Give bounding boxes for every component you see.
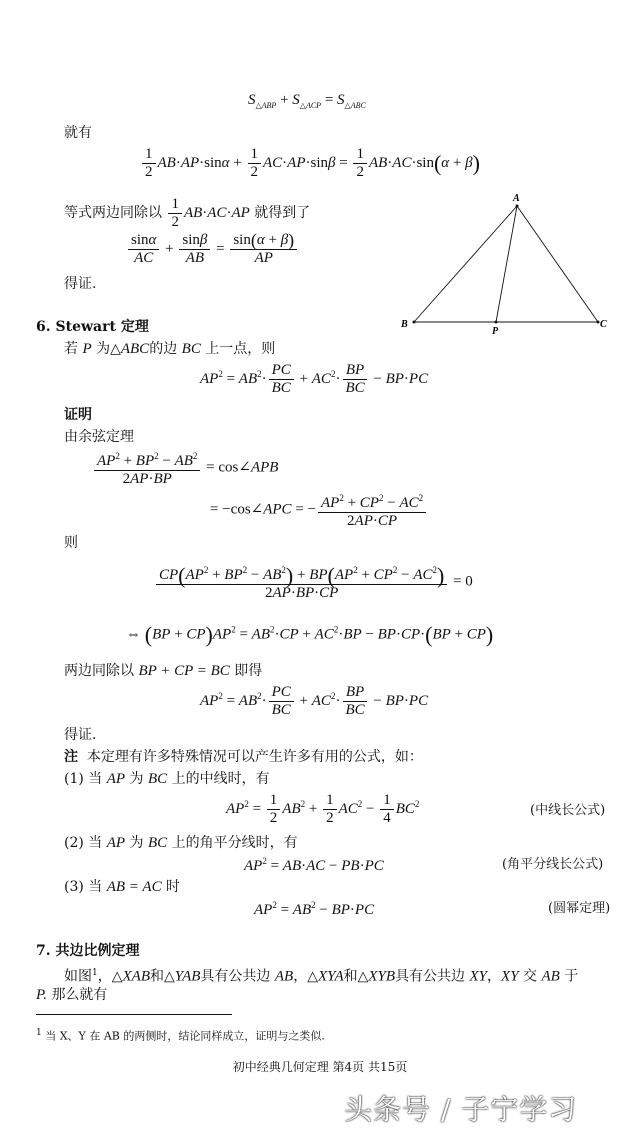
section-7-line-2: P. 那么就有 <box>36 987 108 1003</box>
watermark: 头条号 / 子宁学习 <box>344 1093 578 1126</box>
label-C: C <box>600 319 607 330</box>
case-1-text: (1) 当 AP 为 BC 上的中线时，有 <box>64 771 270 787</box>
section-7-heading: 7. 共边比例定理 <box>36 943 140 959</box>
text-ze: 则 <box>64 535 78 551</box>
median-formula-tag: (中线长公式) <box>530 803 606 818</box>
label-B: B <box>401 319 408 330</box>
section-6-heading: 6. Stewart 定理 <box>36 319 149 335</box>
triangle-figure <box>392 188 618 338</box>
sine-ratio-equation: $\frac{\sin\alpha}{AC}$ + $\frac{\sin\beta}{AB}$ = $\frac{\sin(\alpha + \beta)}{AP}$ <box>126 232 299 267</box>
section-6-intro: 若 P 为△ABC的边 BC 上一点，则 <box>64 341 276 357</box>
section-7-line-1: 如图$^1$，△XAB和△YAB具有公共边 AB，△XYA和△XYB具有公共边 XY，XY 交 AB 于 <box>64 968 579 985</box>
side-AC <box>517 206 598 322</box>
divide-both-sides: 两边同除以 BP + CP = BC 即得 <box>64 663 263 679</box>
area-sum-equation: $S_{\triangle ABP} + S_{\triangle ACP} = S_{\triangle ABC}$ <box>248 92 366 110</box>
segment-AP <box>496 206 517 322</box>
stewart-equation-result: $AP^2 = AB^2\cdot$ $\frac{PC}{BC}$ + $AC^2\cdot$ $\frac{BP}{BC}$ − BP·PC <box>200 684 429 718</box>
equivalent-equation: ⇔ $(BP + CP)AP^2 = AB^2\cdot CP + AC^2\cdot BP - BP\cdot CP\cdot(BP + CP)$ <box>126 622 494 647</box>
text-jiuyou: 就有 <box>64 125 92 141</box>
cosine-equation-1: $\frac{AP^2 + BP^2 - AB^2}{2AP\cdot BP}$ = cos∠APB <box>92 448 278 488</box>
note-line: 注 本定理有许多特殊情况可以产生许多有用的公式，如： <box>64 749 423 765</box>
label-P: P <box>492 326 499 337</box>
side-AB <box>414 206 517 322</box>
footnote: $^1$ 当 X、Y 在 AB 的两侧时，结论同样成立，证明与之类似. <box>36 1028 325 1043</box>
text-dezheng-1: 得证. <box>64 276 97 292</box>
proof-heading: 证明 <box>64 407 92 423</box>
power-of-point-tag: (圆幂定理) <box>548 901 611 916</box>
footnote-rule <box>36 1014 232 1015</box>
text-law-of-cosines: 由余弦定理 <box>64 429 134 445</box>
sine-area-equation: $\frac{1}{2}$ AB·AP·sinα + $\frac{1}{2}$ AC·AP·sinβ = $\frac{1}{2}$ AB·AC·sin(α + β) <box>140 146 480 181</box>
divide-statement: 等式两边同除以 $\frac{1}{2}$ AB·AC·AP 就得到了 <box>64 196 311 230</box>
label-A: A <box>513 193 520 204</box>
text-dezheng-2: 得证. <box>64 727 97 743</box>
combined-equation: $\frac{CP(AP^2 + BP^2 - AB^2) + BP(AP^2 + CP^2 - AC^2)}{2AP\cdot BP\cdot CP}$ = 0 <box>154 562 473 602</box>
angle-bisector-tag: (角平分线长公式) <box>502 857 604 872</box>
page-footer: 初中经典几何定理 第4页 共15页 <box>232 1060 408 1074</box>
stewart-equation: $AP^2 = AB^2\cdot$ $\frac{PC}{BC}$ + $AC^2\cdot$ $\frac{BP}{BC}$ − BP·PC <box>200 362 429 396</box>
case-2-text: (2) 当 AP 为 BC 上的角平分线时，有 <box>64 835 298 851</box>
angle-bisector-formula: $AP^2 = AB\cdot AC - PB\cdot PC$ <box>244 856 384 874</box>
median-length-formula: $AP^2$ = $\frac{1}{2}$ $AB^2$ + $\frac{1}{2}$ $AC^2$ − $\frac{1}{4}$ $BC^2$ <box>226 792 420 826</box>
cosine-equation-2: = −cos∠APC = − $\frac{AP^2 + CP^2 - AC^2}{2AP\cdot CP}$ <box>210 490 428 530</box>
power-of-point-formula: $AP^2 = AB^2 - BP\cdot PC$ <box>254 900 375 918</box>
case-3-text: (3) 当 AB = AC 时 <box>64 879 181 895</box>
